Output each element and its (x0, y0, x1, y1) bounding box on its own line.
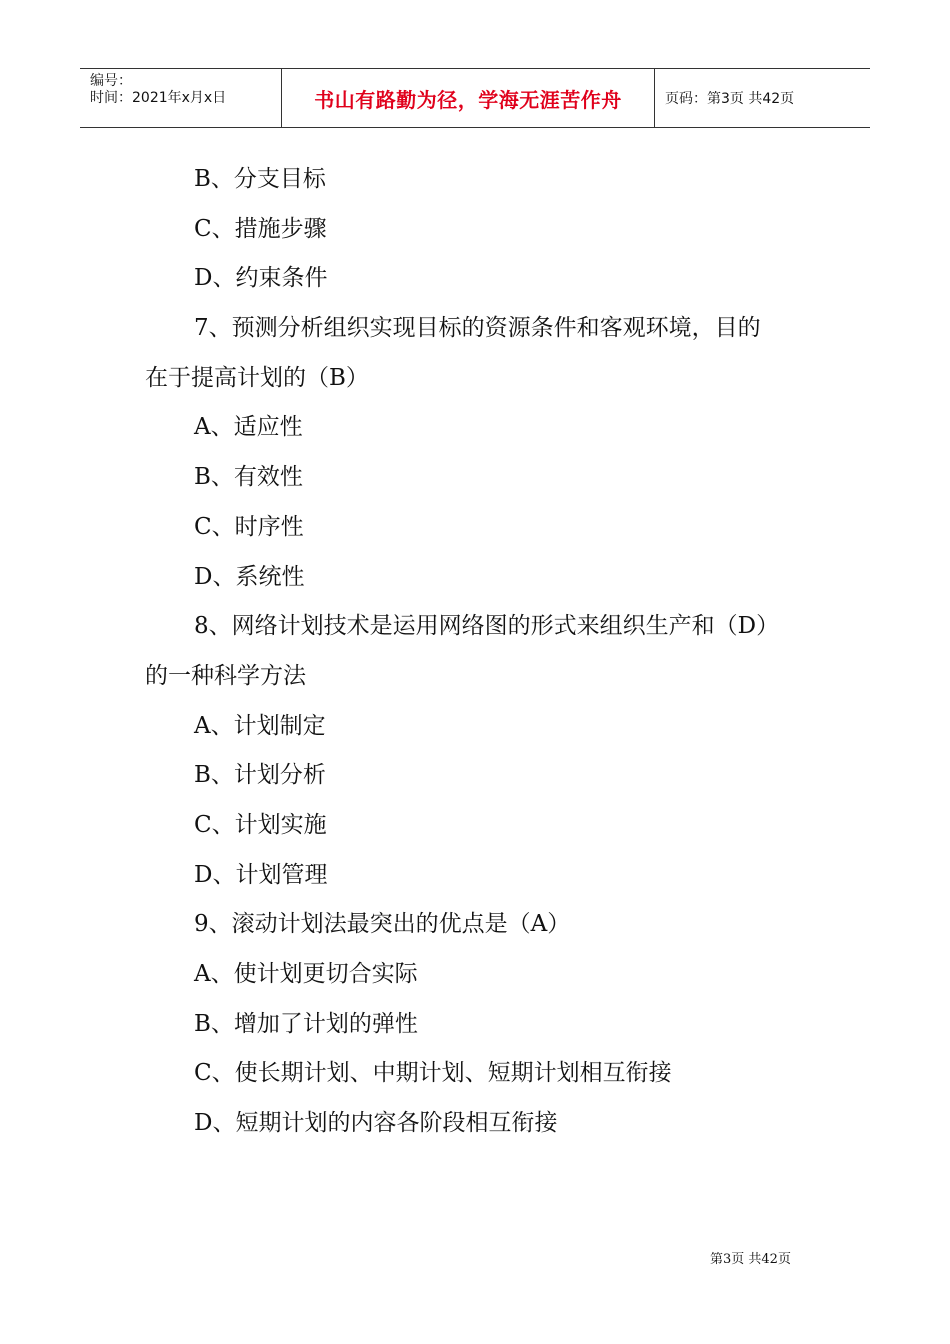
option-d: D、约束条件 (194, 265, 328, 292)
document-body (145, 155, 825, 1149)
question-8: 8、网络计划技术是运用网络图的形式来组织生产和（D） (194, 613, 780, 640)
option-c: C、措施步骤 (194, 215, 327, 242)
option-c: C、计划实施 (194, 811, 327, 838)
option-c: C、时序性 (194, 513, 304, 540)
page-header (80, 68, 870, 128)
question-8-continued: 的一种科学方法 (145, 662, 306, 689)
option-b: B、有效性 (194, 464, 303, 491)
option-d: D、短期计划的内容各阶段相互衔接 (194, 1110, 558, 1137)
option-b: B、分支目标 (194, 166, 326, 192)
page-code: 页码：第3页 共42页 (665, 91, 795, 107)
header-page-cell (655, 69, 870, 127)
serial-label: 编号： (90, 73, 132, 89)
page-footer: 第3页 共42页 (710, 1252, 791, 1267)
option-b: B、增加了计划的弹性 (194, 1010, 418, 1037)
date-label: 时间：2021年x月x日 (90, 90, 227, 106)
question-7: 7、预测分析组织实现目标的资源条件和客观环境，目的 (194, 315, 761, 342)
header-motto-cell (281, 69, 655, 127)
option-a: A、计划制定 (194, 712, 326, 739)
header-meta (80, 69, 281, 127)
motto: 书山有路勤为径，学海无涯苦作舟 (314, 87, 622, 112)
option-c: C、使长期计划、中期计划、短期计划相互衔接 (194, 1060, 672, 1087)
option-d: D、系统性 (194, 563, 305, 590)
option-b: B、计划分析 (194, 762, 326, 789)
question-7-continued: 在于提高计划的（B） (145, 364, 369, 391)
option-d: D、计划管理 (194, 861, 328, 888)
option-a: A、适应性 (194, 414, 303, 441)
option-a: A、使计划更切合实际 (194, 961, 418, 987)
question-9: 9、滚动计划法最突出的优点是（A） (194, 911, 571, 938)
